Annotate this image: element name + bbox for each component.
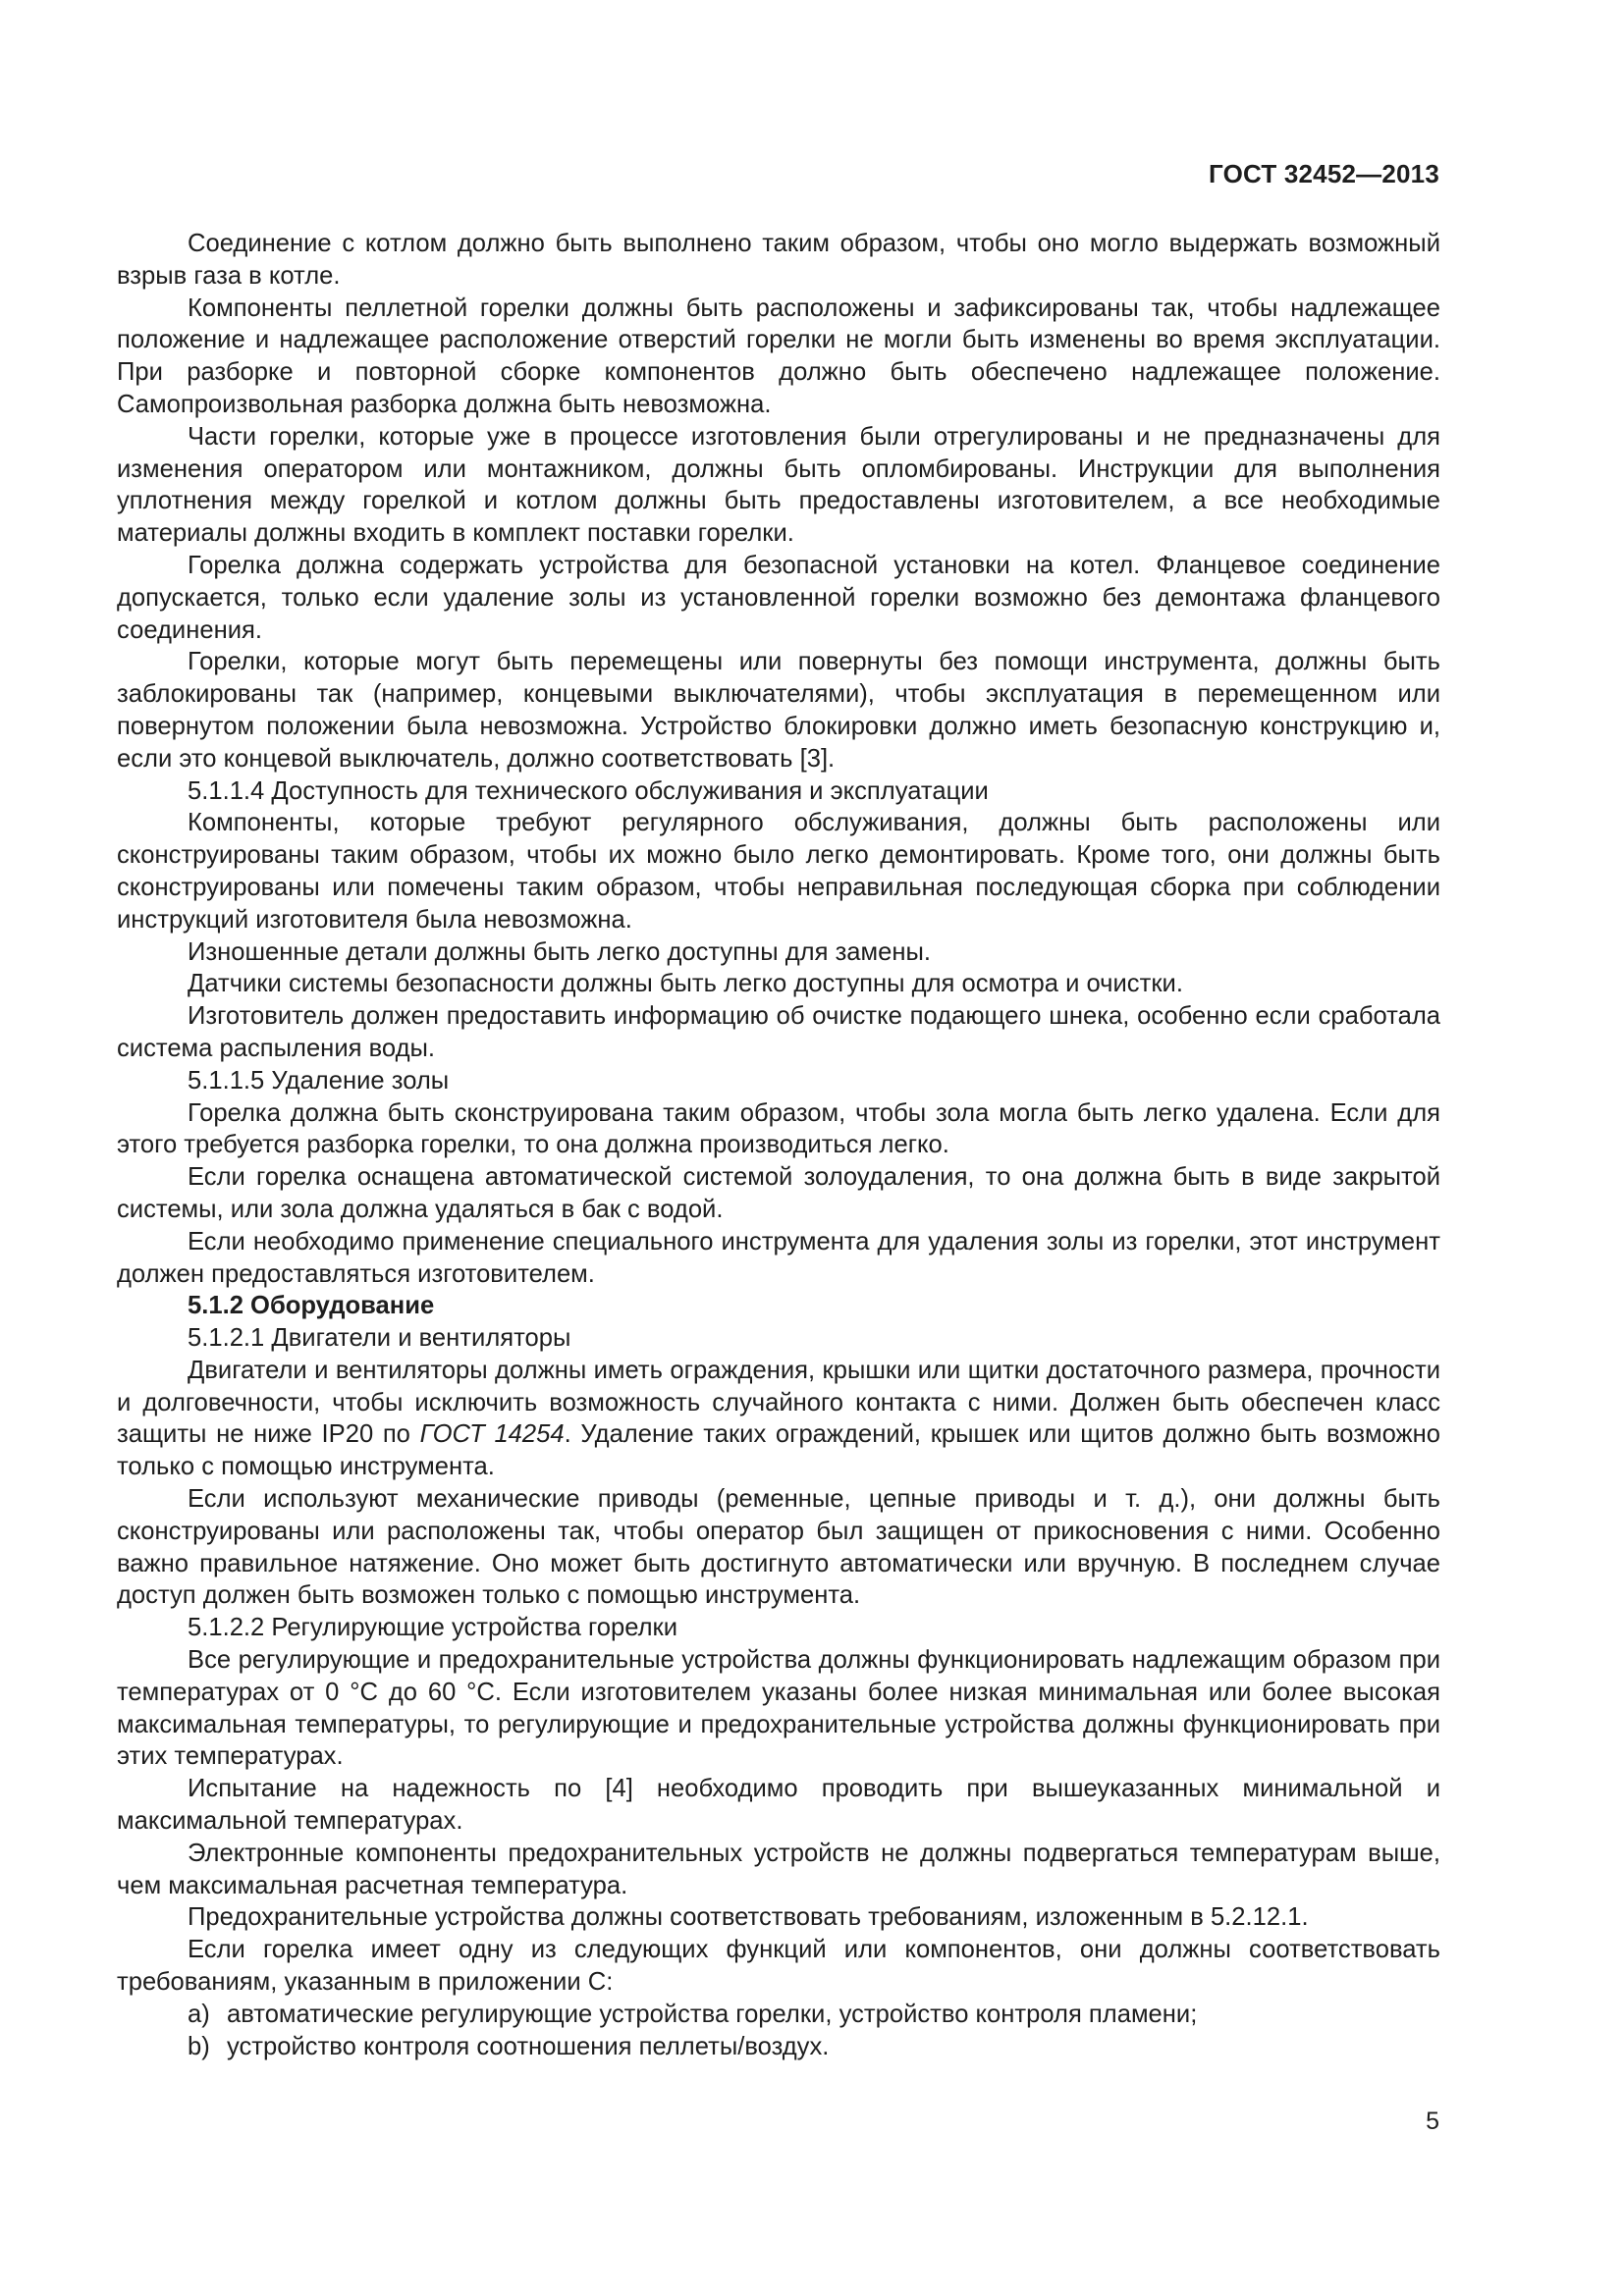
list-text: автоматические регулирующие устройства горелки, устройство контроля пламени; [227,2000,1198,2028]
paragraph: Части горелки, которые уже в процессе изготовления были отрегулированы и не предназначены для изменения оператором или монтажником, должны быть опломбированы. Инструкции для выполнения уплотнения между горелкой и котлом должны быть предоставлены изготовителем, а все необходимые материалы должны входить в комплект поставки горелки. [117,422,1440,548]
paragraph: Испытание на надежность по [4] необходимо проводить при вышеуказанных минимальной и максимальной температурах. [117,1775,1440,1836]
paragraph [117,1355,1440,1483]
paragraph-text: . Удаление таких ограждений, крышек или щитов должно быть возможно только с помощью инструмента. [117,1420,1441,1481]
page-number: 5 [1426,2108,1439,2135]
section-heading-5-1-1-5: 5.1.1.5 Удаление золы [188,1066,450,1095]
list-marker: b) [188,2032,210,2060]
paragraph: Горелка должна быть сконструирована таким образом, чтобы зола могла быть легко удалена. Если для этого требуется разборка горелки, то она должна производиться легко. [117,1098,1440,1159]
paragraph: Если необходимо применение специального инструмента для удаления золы из горелки, этот инструмент должен предоставляться изготовителем. [117,1227,1440,1288]
paragraph: Электронные компоненты предохранительных устройств не должны подвергаться температурам выше, чем максимальная расчетная температура. [117,1839,1440,1899]
paragraph: Изношенные детали должны быть легко доступны для замены. [188,937,932,966]
section-heading-5-1-1-4: 5.1.1.4 Доступность для технического обслуживания и эксплуатации [188,776,989,805]
paragraph: Все регулирующие и предохранительные устройства должны функционировать надлежащим образом при температурах от 0 °С до 60 °С. Если изготовителем указаны более низкая минимальная или более высокая максимальная температуры, то регулирующие и предохранительные устройства должны функционировать при этих температурах. [117,1646,1440,1771]
paragraph: Соединение с котлом должно быть выполнено таким образом, чтобы оно могло выдержать возможный взрыв газа в котле. [117,230,1440,290]
paragraph: Горелки, которые могут быть перемещены или повернуты без помощи инструмента, должны быть заблокированы так (например, концевыми выключателями), чтобы эксплуатация в перемещенном или повернутом положении была невозможна. Устройство блокировки должно иметь безопасную конструкцию и, если это концевой выключатель, должно соответствовать [3]. [117,648,1440,773]
paragraph: Если используют механические приводы (ременные, цепные приводы и т. д.), они должны быть сконструированы или расположены так, чтобы оператор был защищен от прикосновения с ними. Особенно важно правильное натяжение. Оно может быть достигнуто автоматически или вручную. В последнем случае доступ должен быть возможен только с помощью инструмента. [117,1485,1440,1610]
section-heading-5-1-2: 5.1.2 Оборудование [188,1292,435,1320]
paragraph: Изготовитель должен предоставить информацию об очистке подающего шнека, особенно если сработала система распыления воды. [117,1002,1440,1062]
document-body [117,228,1440,2062]
list-item [117,2031,1440,2063]
paragraph: Горелка должна содержать устройства для безопасной установки на котел. Фланцевое соединение допускается, только если удаление золы из установленной горелки возможно без демонтажа фланцевого соединения. [117,551,1440,644]
paragraph-text: Двигатели и вентиляторы должны иметь ограждения, крышки или щитки достаточного размера, прочности и долговечности, чтобы исключить возможность случайного контакта с ними. Должен быть обеспечен класс защиты не ниже IP20 по [117,1356,1440,1449]
section-heading-5-1-2-2: 5.1.2.2 Регулирующие устройства горелки [188,1614,678,1642]
list-text: устройство контроля соотношения пеллеты/воздух. [227,2032,830,2060]
list-item [117,1999,1440,2031]
standard-reference: ГОСТ 14254 [419,1420,565,1449]
paragraph: Датчики системы безопасности должны быть легко доступны для осмотра и очистки. [188,970,1183,998]
paragraph: Компоненты пеллетной горелки должны быть расположены и зафиксированы так, чтобы надлежащее положение и надлежащее расположение отверстий горелки не могли быть изменены во время эксплуатации. При разборке и повторной сборке компонентов должно быть обеспечено надлежащее положение. Самопроизвольная разборка должна быть невозможна. [117,294,1440,418]
paragraph: Компоненты, которые требуют регулярного обслуживания, должны быть расположены или сконструированы таким образом, чтобы их можно было легко демонтировать. Кроме того, они должны быть сконструированы или помечены таким образом, чтобы неправильная последующая сборка при соблюдении инструкций изготовителя была невозможна. [117,809,1440,934]
section-heading-5-1-2-1: 5.1.2.1 Двигатели и вентиляторы [188,1324,571,1353]
standard-code-header: ГОСТ 32452—2013 [1209,159,1439,188]
paragraph: Если горелка оснащена автоматической системой золоудаления, то она должна быть в виде закрытой системы, или зола должна удаляться в бак с водой. [117,1163,1440,1223]
paragraph: Предохранительные устройства должны соответствовать требованиям, изложенным в 5.2.12.1. [188,1903,1309,1932]
list-marker: a) [188,2000,210,2028]
paragraph: Если горелка имеет одну из следующих функций или компонентов, они должны соответствовать требованиям, указанным в приложении С: [117,1936,1440,1997]
